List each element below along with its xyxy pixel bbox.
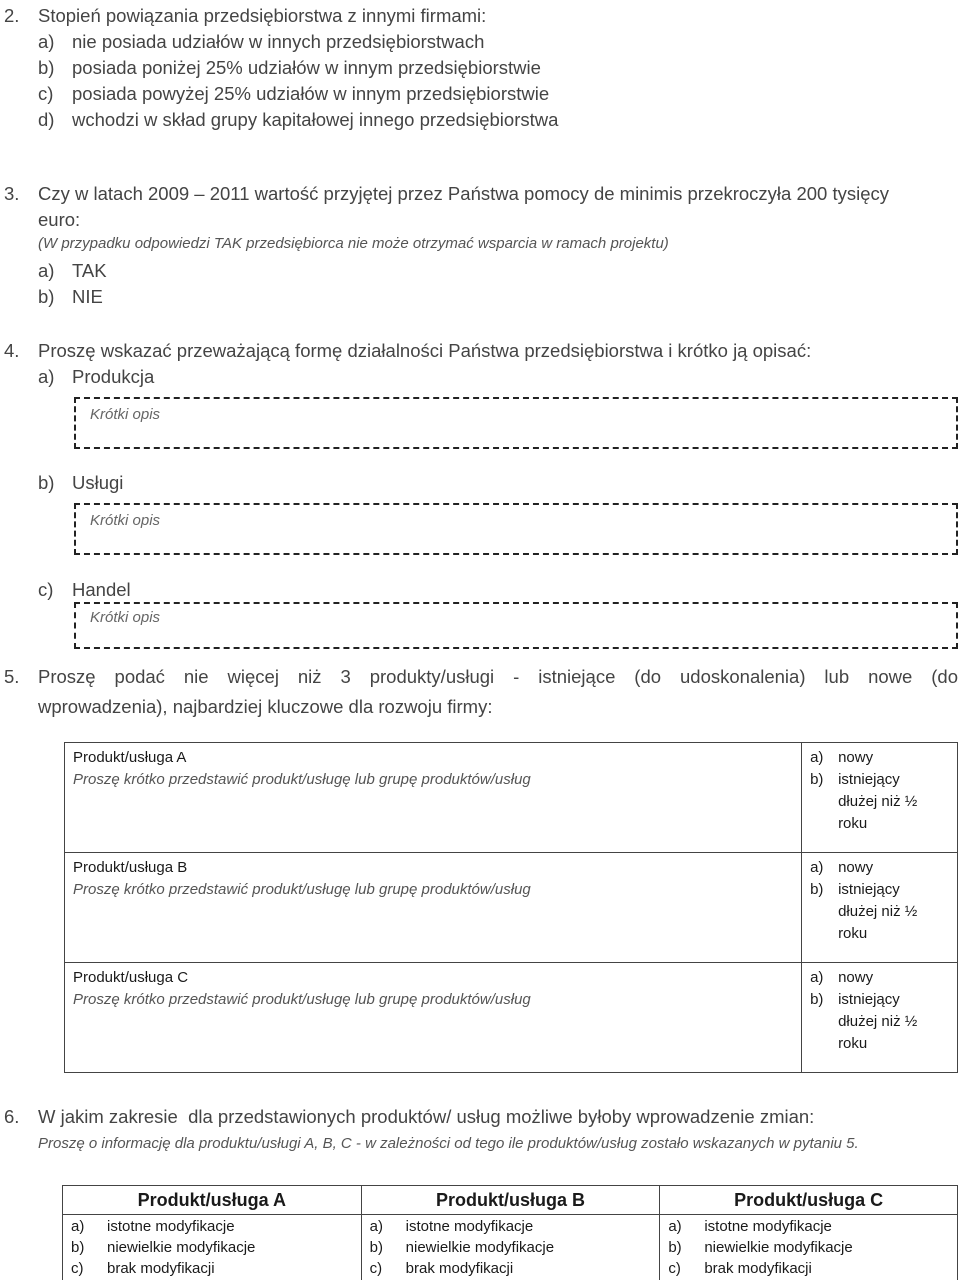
modification-options-cell	[63, 1215, 362, 1280]
product-status-cell	[802, 853, 958, 963]
q3-option-a[interactable]	[38, 258, 107, 284]
modification-option[interactable]	[71, 1216, 353, 1237]
modification-option[interactable]	[71, 1258, 353, 1279]
option-label: b)	[71, 1239, 85, 1256]
q2-option-label: c)	[38, 83, 54, 104]
option-label: a)	[71, 1218, 85, 1235]
product-description-cell[interactable]	[65, 743, 802, 853]
option-text: istotne modyfikacje	[107, 1218, 235, 1235]
status-option-label: b)	[810, 881, 824, 898]
option-text: istotne modyfikacje	[405, 1218, 534, 1235]
product-name: Produkt/usługa B	[73, 859, 188, 876]
q2-option-b[interactable]	[38, 55, 541, 81]
product-description-placeholder: Proszę krótko przedstawić produkt/usługę lub grupę produktów/usług	[73, 881, 531, 898]
status-option-label: b)	[810, 991, 824, 1008]
table-row	[65, 743, 958, 853]
q5-title-line2: wprowadzenia), najbardziej kluczowe dla rozwoju firmy:	[38, 696, 493, 717]
table-row	[65, 853, 958, 963]
q5-title-line1: Proszę podać nie więcej niż 3 produkty/usługi - istniejące (do udoskonalenia) lub nowe (do	[38, 666, 958, 687]
description-placeholder: Krótki opis	[90, 609, 161, 626]
status-option-text: roku	[838, 925, 868, 942]
q6-modifications-table	[62, 1185, 958, 1280]
product-name: Produkt/usługa C	[73, 969, 189, 986]
q4-option-c[interactable]	[38, 577, 131, 603]
product-name: Produkt/usługa A	[73, 749, 187, 766]
table-row	[63, 1215, 958, 1280]
option-label: c)	[369, 1260, 383, 1277]
status-option-text: istniejący	[838, 881, 900, 898]
description-placeholder: Krótki opis	[90, 406, 161, 423]
option-text: brak modyfikacji	[704, 1260, 812, 1277]
status-option-existing[interactable]	[810, 769, 949, 835]
product-description-cell[interactable]	[65, 963, 802, 1073]
q2-option-a[interactable]	[38, 29, 484, 55]
status-option-text: dłużej niż ½	[838, 1013, 918, 1030]
q2-option-text: posiada poniżej 25% udziałów w innym przedsiębiorstwie	[72, 57, 541, 78]
q4-option-text: Usługi	[72, 472, 124, 493]
q2-option-text: wchodzi w skład grupy kapitałowej innego przedsiębiorstwa	[72, 109, 559, 130]
q2-title: Stopień powiązania przedsiębiorstwa z innymi firmami:	[38, 5, 487, 26]
modification-option[interactable]	[370, 1216, 652, 1237]
table-header-row	[63, 1186, 958, 1215]
status-option-text: istniejący	[838, 771, 900, 788]
column-header: Produkt/usługa C	[660, 1186, 958, 1215]
modification-option[interactable]	[668, 1258, 949, 1279]
q3-option-b[interactable]	[38, 284, 103, 310]
product-status-cell	[802, 743, 958, 853]
modification-option[interactable]	[668, 1216, 949, 1237]
status-option-existing[interactable]	[810, 879, 949, 945]
option-label: b)	[668, 1239, 682, 1256]
option-label: a)	[369, 1218, 383, 1235]
status-option-label: b)	[810, 771, 824, 788]
status-option-text: roku	[838, 1035, 868, 1052]
q3-note: (W przypadku odpowiedzi TAK przedsiębiorca nie może otrzymać wsparcia w ramach projektu)	[38, 235, 669, 252]
q3-option-text: TAK	[72, 260, 107, 281]
option-label: c)	[71, 1260, 84, 1277]
status-option-label: a)	[810, 749, 824, 766]
q5-products-table	[64, 742, 958, 1073]
modification-option[interactable]	[71, 1237, 353, 1258]
q4-option-label: a)	[38, 366, 55, 387]
status-option-label: a)	[810, 859, 824, 876]
product-description-placeholder: Proszę krótko przedstawić produkt/usługę lub grupę produktów/usług	[73, 771, 531, 788]
q2-option-label: b)	[38, 57, 55, 78]
q4-option-a[interactable]	[38, 364, 154, 390]
q3-option-label: a)	[38, 260, 55, 281]
q2-option-label: d)	[38, 109, 55, 130]
status-option-text: roku	[838, 815, 868, 832]
q4-services-description-field[interactable]	[74, 503, 958, 555]
q6-note: Proszę o informację dla produktu/usługi A, B, C - w zależności od tego ile produktów/usług zostało wskazanych w pytaniu 5.	[38, 1135, 859, 1152]
status-option-new[interactable]	[810, 747, 949, 769]
product-status-cell	[802, 963, 958, 1073]
status-option-existing[interactable]	[810, 989, 949, 1055]
q2-option-text: nie posiada udziałów w innych przedsiębiorstwach	[72, 31, 485, 52]
status-option-text: nowy	[838, 969, 874, 986]
status-option-text: nowy	[838, 749, 874, 766]
option-text: istotne modyfikacje	[704, 1218, 832, 1235]
modification-options-cell	[660, 1215, 958, 1280]
option-text: niewielkie modyfikacje	[704, 1239, 853, 1256]
q4-title: Proszę wskazać przeważającą formę działalności Państwa przedsiębiorstwa i krótko ją opisać:	[38, 340, 812, 361]
table-row	[65, 963, 958, 1073]
description-placeholder: Krótki opis	[90, 512, 161, 529]
q3-number: 3.	[4, 183, 20, 204]
status-option-text: istniejący	[838, 991, 900, 1008]
option-text: brak modyfikacji	[405, 1260, 514, 1277]
q4-option-text: Handel	[72, 579, 131, 600]
q4-option-label: c)	[38, 579, 54, 600]
option-label: a)	[668, 1218, 682, 1235]
status-option-new[interactable]	[810, 967, 949, 989]
q4-number: 4.	[4, 340, 20, 361]
q6-title: W jakim zakresie dla przedstawionych produktów/ usług możliwe byłoby wprowadzenie zmian:	[38, 1106, 815, 1127]
status-option-new[interactable]	[810, 857, 949, 879]
product-description-placeholder: Proszę krótko przedstawić produkt/usługę lub grupę produktów/usług	[73, 991, 531, 1008]
q6-number: 6.	[4, 1106, 20, 1127]
status-option-text: dłużej niż ½	[838, 793, 918, 810]
product-description-cell[interactable]	[65, 853, 802, 963]
q2-option-label: a)	[38, 31, 55, 52]
option-text: niewielkie modyfikacje	[405, 1239, 555, 1256]
q4-option-label: b)	[38, 472, 55, 493]
q3-option-text: NIE	[72, 286, 103, 307]
q3-option-label: b)	[38, 286, 55, 307]
option-label: b)	[369, 1239, 383, 1256]
q5-number: 5.	[4, 666, 20, 687]
status-option-label: a)	[810, 969, 824, 986]
q2-option-text: posiada powyżej 25% udziałów w innym przedsiębiorstwie	[72, 83, 550, 104]
option-text: niewielkie modyfikacje	[107, 1239, 256, 1256]
status-option-text: dłużej niż ½	[838, 903, 918, 920]
option-label: c)	[668, 1260, 681, 1277]
q3-title-line2: euro:	[38, 209, 81, 230]
q2-option-d[interactable]	[38, 107, 558, 133]
status-option-text: nowy	[838, 859, 874, 876]
q4-trade-description-field[interactable]	[74, 602, 958, 649]
option-text: brak modyfikacji	[107, 1260, 215, 1277]
q2-number: 2.	[4, 5, 20, 26]
modification-option[interactable]	[370, 1258, 652, 1279]
q2-option-c[interactable]	[38, 81, 549, 107]
column-header: Produkt/usługa B	[361, 1186, 660, 1215]
column-header: Produkt/usługa A	[63, 1186, 362, 1215]
modification-option[interactable]	[668, 1237, 949, 1258]
modification-option[interactable]	[370, 1237, 652, 1258]
q4-option-b[interactable]	[38, 470, 123, 496]
q4-production-description-field[interactable]	[74, 397, 958, 449]
q4-option-text: Produkcja	[72, 366, 155, 387]
modification-options-cell	[361, 1215, 660, 1280]
q3-title-line1: Czy w latach 2009 – 2011 wartość przyjętej przez Państwa pomocy de minimis przekroczyła 200 tysięcy	[38, 183, 890, 204]
